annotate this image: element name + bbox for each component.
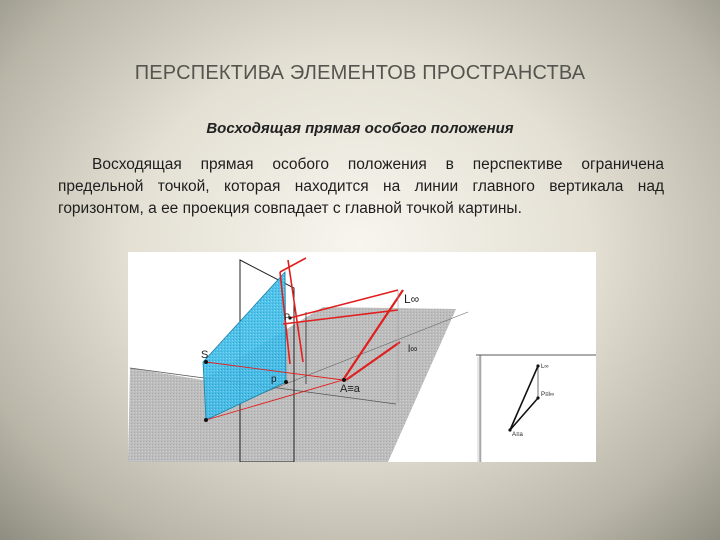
label-A-eq-a: A≡a (340, 383, 360, 395)
inset-label-A-eq-a: A≡a (512, 432, 523, 438)
perspective-figure (128, 252, 596, 462)
inset-diagram (476, 355, 596, 462)
slide-subtitle: Восходящая прямая особого положения (206, 120, 514, 137)
slide-body-text: Восходящая прямая особого положения в перспективе ограничена предельной точкой, которая находится на линии главного вертикала над горизонтом, а ее проекция совпадает с главной точкой картины. (58, 156, 664, 217)
label-L-inf: L∞ (404, 292, 420, 306)
label-p: p (271, 374, 277, 385)
ground-plane (128, 307, 456, 462)
label-l-inf: l∞ (408, 344, 418, 355)
inset-label-P-l-inf: P≡l∞ (541, 392, 555, 398)
inset-label-L-inf: L∞ (541, 364, 549, 370)
slide-title: ПЕРСПЕКТИВА ЭЛЕМЕНТОВ ПРОСТРАНСТВА (134, 62, 586, 84)
label-S: S (201, 349, 209, 361)
perspective-diagram (128, 252, 596, 462)
label-P: P (284, 312, 291, 322)
